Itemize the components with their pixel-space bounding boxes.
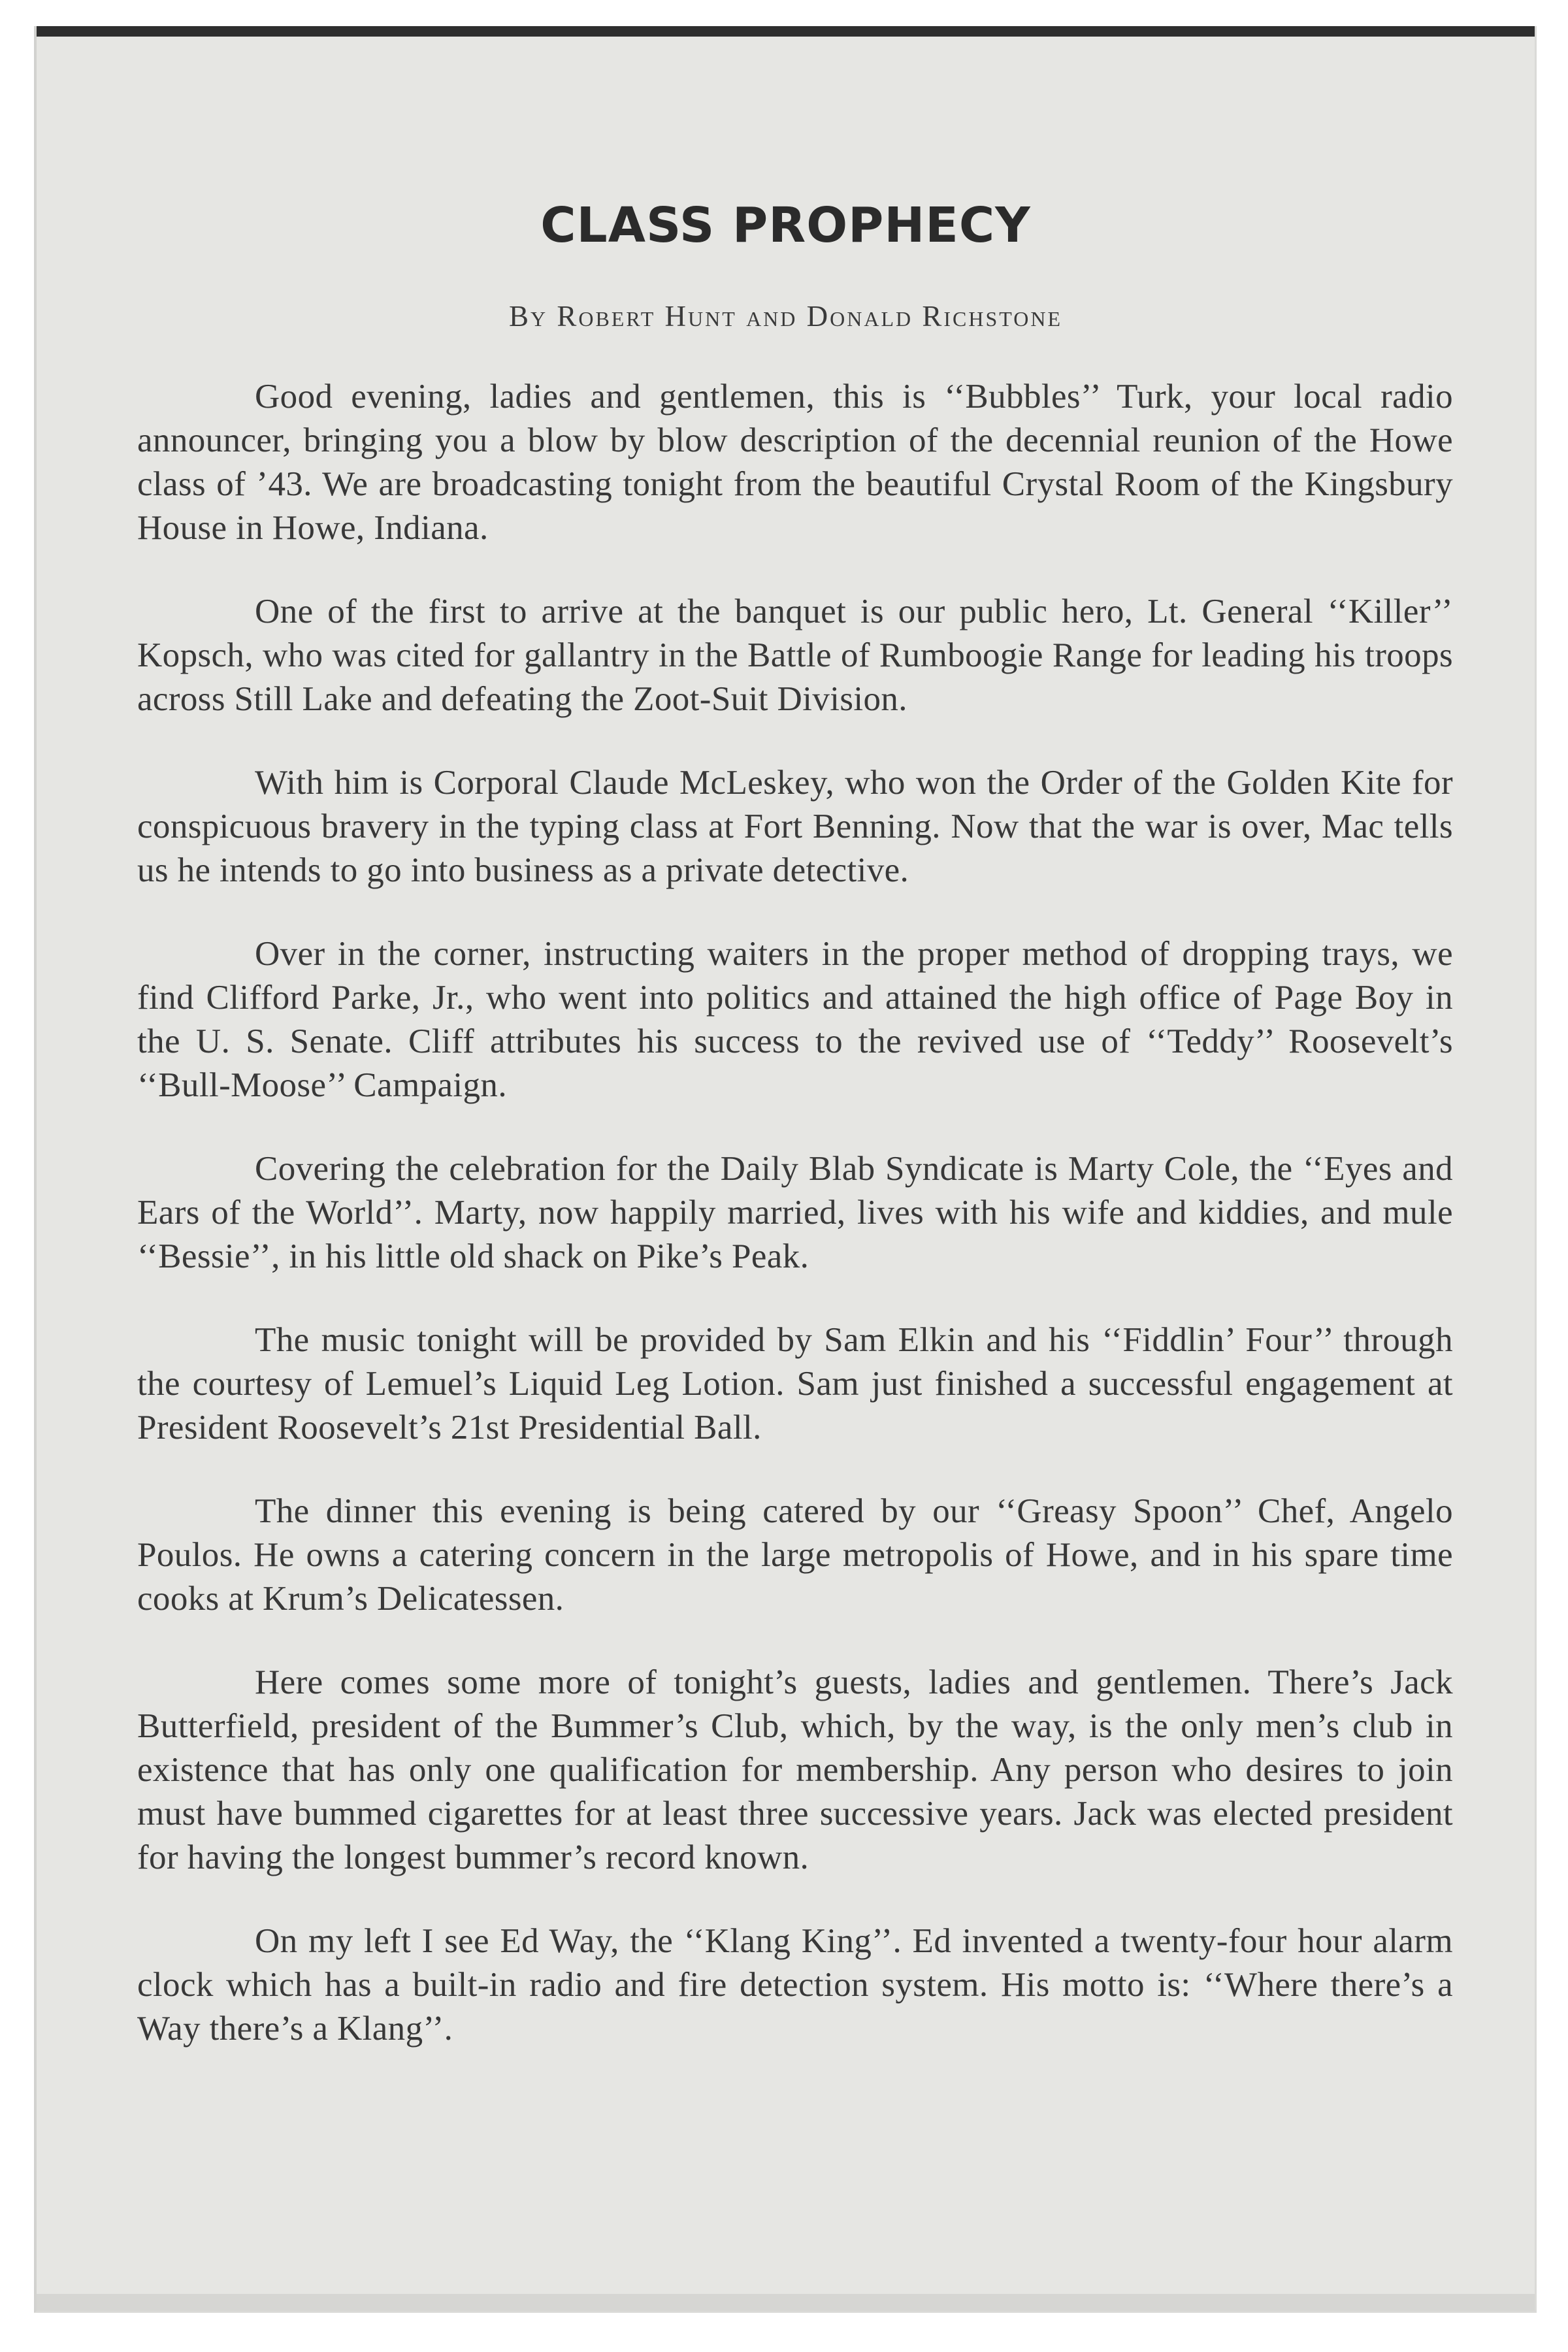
page-top-edge <box>37 26 1535 37</box>
paragraph-4: Over in the corner, instructing waiters in the proper method of dropping trays, we find Clifford Parke, Jr., who went into politics and attained the high office of Page Boy in the U. S. Senate. Cliff attributes his success to the revived use of ‘‘Teddy’’ Roosevelt’s ‘‘Bull-Moose’’ Campaign. <box>137 935 1453 1104</box>
paragraph-7: The dinner this evening is being catered by our ‘‘Greasy Spoon’’ Chef, Angelo Poulos. He owns a catering concern in the large metropolis of Howe, and in his spare time cooks at Krum’s Delicatessen. <box>137 1492 1453 1618</box>
byline: By Robert Hunt and Donald Richstone <box>508 300 1063 333</box>
paragraph-9: On my left I see Ed Way, the ‘‘Klang King’’. Ed invented a twenty-four hour alarm clock which has a built-in radio and fire detection system. His motto is: ‘‘Where there’s a Way there’s a Klang’’. <box>137 1922 1453 2048</box>
paragraph-3: With him is Corporal Claude McLeskey, who won the Order of the Golden Kite for conspicuous bravery in the typing class at Fort Benning. Now that the war is over, Mac tells us he intends to go into business as a private detective. <box>137 764 1453 889</box>
page-title: CLASS PROPHECY <box>540 197 1031 253</box>
paragraph-5: Covering the celebration for the Daily Blab Syndicate is Marty Cole, the ‘‘Eyes and Ears of the World’’. Marty, now happily married, lives with his wife and kiddies, and mule ‘‘Bessie’’, in his little old shack on Pike’s Peak. <box>137 1150 1453 1275</box>
article-body <box>137 375 1453 2091</box>
paragraph-2: One of the first to arrive at the banquet is our public hero, Lt. General ‘‘Killer’’ Kopsch, who was cited for gallantry in the Battle of Rumboogie Range for leading his troops across Still Lake and defeating the Zoot-Suit Division. <box>137 593 1453 718</box>
paragraph-1: Good evening, ladies and gentlemen, this is ‘‘Bubbles’’ Turk, your local radio announcer, bringing you a blow by blow description of the decennial reunion of the Howe class of ’43. We are broadcasting tonight from the beautiful Crystal Room of the Kingsbury House in Howe, Indiana. <box>137 378 1453 547</box>
paragraph-6: The music tonight will be provided by Sam Elkin and his ‘‘Fiddlin’ Four’’ through the courtesy of Lemuel’s Liquid Leg Lotion. Sam just finished a successful engagement at President Roosevelt’s 21st Presidential Ball. <box>137 1321 1453 1446</box>
paragraph-8: Here comes some more of tonight’s guests, ladies and gentlemen. There’s Jack Butterfield, president of the Bummer’s Club, which, by the way, is the only men’s club in existence that has only one qualification for membership. Any person who desires to join must have bummed cigarettes for at least three successive years. Jack was elected president for having the longest bummer’s record known. <box>137 1663 1453 1876</box>
page-bottom-edge <box>37 2294 1535 2311</box>
scanned-page <box>34 26 1537 2313</box>
